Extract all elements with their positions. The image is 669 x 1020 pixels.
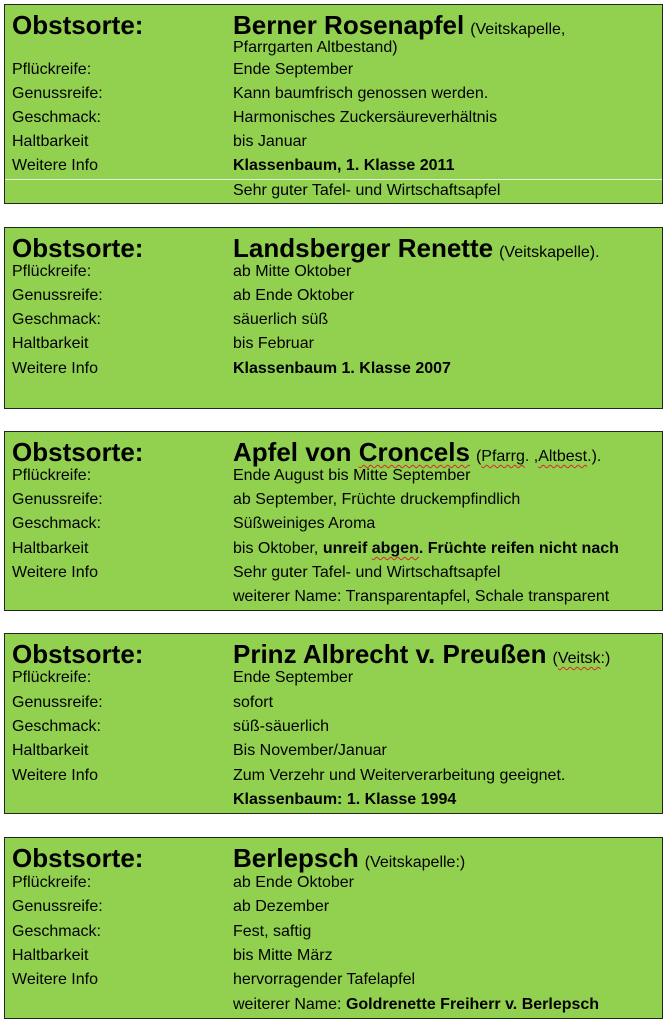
variety-card-berlepsch xyxy=(4,837,663,1019)
variety-name-text-flagged: Croncels xyxy=(358,437,470,467)
variety-card-apfel-von-croncels xyxy=(4,431,663,611)
geschmack-label: Geschmack: xyxy=(12,109,101,126)
geschmack-label: Geschmack: xyxy=(12,923,101,940)
genussreife-label: Genussreife: xyxy=(12,491,103,508)
pflueckreife-label: Pflückreife: xyxy=(12,874,92,891)
pflueckreife-label: Pflückreife: xyxy=(12,263,92,280)
row-genussreife xyxy=(5,692,662,716)
genussreife-label: Genussreife: xyxy=(12,694,103,711)
variety-name-text: Prinz Albrecht v. Preußen xyxy=(233,639,547,669)
genussreife-label: Genussreife: xyxy=(12,85,103,102)
weitere-info-value: Klassenbaum, 1. Klasse 2011 xyxy=(233,157,455,174)
variety-name-text: Landsberger Renette xyxy=(233,233,494,263)
variety-card-prinz-albrecht xyxy=(4,633,663,814)
row-pflueckreife xyxy=(5,872,662,896)
genussreife-value: ab September, Früchte druckempfindlich xyxy=(233,491,521,508)
geschmack-value: Harmonisches Zuckersäureverhältnis xyxy=(233,109,498,126)
row-haltbarkeit xyxy=(5,131,662,155)
note-part: . , xyxy=(524,448,539,465)
haltbarkeit-label: Haltbarkeit xyxy=(12,742,89,759)
weitere-info-value: Klassenbaum 1. Klasse 2007 xyxy=(233,360,451,377)
variety-name xyxy=(233,437,601,468)
extra-value: weiterer Name: Transparentapfel, Schale transparent xyxy=(233,588,610,605)
geschmack-value: Süßweiniges Aroma xyxy=(233,515,376,532)
haltbarkeit-part-bold: . Früchte reifen nicht nach xyxy=(418,540,619,557)
card-header xyxy=(5,432,662,467)
note-part: .). xyxy=(587,448,602,465)
card-header xyxy=(5,228,662,263)
variety-location-note-cont: Pfarrgarten Altbestand) xyxy=(233,39,398,56)
row-haltbarkeit xyxy=(5,333,662,357)
haltbarkeit-value xyxy=(233,540,619,558)
pflueckreife-label: Pflückreife: xyxy=(12,467,92,484)
weitere-info-label: Weitere Info xyxy=(12,971,98,988)
note-part: ( xyxy=(552,650,558,667)
variety-name-text: Apfel von xyxy=(233,437,352,467)
weitere-info-label: Weitere Info xyxy=(12,767,98,784)
row-extra xyxy=(5,789,662,813)
row-extra xyxy=(5,180,662,204)
row-weitere-info xyxy=(5,765,662,789)
haltbarkeit-value: bis Mitte März xyxy=(233,947,333,964)
row-genussreife xyxy=(5,896,662,920)
weitere-info-label: Weitere Info xyxy=(12,564,98,581)
note-part-flagged: Pfarrg xyxy=(481,448,525,465)
weitere-info-label: Weitere Info xyxy=(12,360,98,377)
obstsorte-label: Obstsorte: xyxy=(12,843,144,873)
genussreife-value: ab Ende Oktober xyxy=(233,287,354,304)
variety-location-note xyxy=(476,448,601,465)
variety-location-note: (Veitskapelle). xyxy=(499,244,600,261)
variety-location-note: (Veitskapelle:) xyxy=(364,854,466,871)
row-geschmack xyxy=(5,107,662,131)
card-header xyxy=(5,838,662,873)
haltbarkeit-value: bis Februar xyxy=(233,335,314,352)
pflueckreife-value: Ende September xyxy=(233,61,354,78)
haltbarkeit-part: bis Oktober, xyxy=(233,540,319,557)
row-extra xyxy=(5,586,662,610)
extra-value: Sehr guter Tafel- und Wirtschaftsapfel xyxy=(233,182,501,199)
extra-part: weiterer Name: xyxy=(233,996,342,1013)
haltbarkeit-label: Haltbarkeit xyxy=(12,947,89,964)
geschmack-label: Geschmack: xyxy=(12,718,101,735)
pflueckreife-value: ab Mitte Oktober xyxy=(233,263,352,280)
geschmack-label: Geschmack: xyxy=(12,311,101,328)
haltbarkeit-label: Haltbarkeit xyxy=(12,335,89,352)
variety-location-note: (Veitskapelle, xyxy=(470,21,566,38)
genussreife-value: ab Dezember xyxy=(233,898,330,915)
row-haltbarkeit xyxy=(5,945,662,969)
note-part: :) xyxy=(600,650,611,667)
obstsorte-label: Obstsorte: xyxy=(12,10,144,40)
haltbarkeit-value: Bis November/Januar xyxy=(233,742,387,759)
variety-card-landsberger-renette xyxy=(4,227,663,409)
row-geschmack xyxy=(5,716,662,740)
row-haltbarkeit xyxy=(5,740,662,764)
variety-name xyxy=(233,10,565,41)
row-pflueckreife xyxy=(5,465,662,489)
row-weitere-info xyxy=(5,969,662,993)
row-weitere-info xyxy=(5,358,662,382)
note-part-flagged: Veitsk xyxy=(557,650,601,667)
weitere-info-value: Zum Verzehr und Weiterverarbeitung geeignet. xyxy=(233,767,566,784)
card-header xyxy=(5,5,662,40)
row-pflueckreife xyxy=(5,667,662,691)
variety-name xyxy=(233,843,465,874)
variety-name-text: Berlepsch xyxy=(233,843,359,873)
haltbarkeit-label: Haltbarkeit xyxy=(12,540,89,557)
pflueckreife-label: Pflückreife: xyxy=(12,61,92,78)
obstsorte-label: Obstsorte: xyxy=(12,639,144,669)
geschmack-value: süß-säuerlich xyxy=(233,718,330,735)
variety-name-text: Berner Rosenapfel xyxy=(233,10,465,40)
variety-name xyxy=(233,233,600,264)
haltbarkeit-value: bis Januar xyxy=(233,133,307,150)
row-weitere-info xyxy=(5,155,662,179)
row-geschmack xyxy=(5,309,662,333)
genussreife-label: Genussreife: xyxy=(12,287,103,304)
extra-value xyxy=(233,996,599,1014)
pflueckreife-value: Ende September xyxy=(233,669,354,686)
row-weitere-info xyxy=(5,562,662,586)
weitere-info-value: Sehr guter Tafel- und Wirtschaftsapfel xyxy=(233,564,501,581)
variety-card-berner-rosenapfel xyxy=(4,4,663,204)
pflueckreife-value: Ende August bis Mitte September xyxy=(233,467,471,484)
row-genussreife xyxy=(5,285,662,309)
row-genussreife xyxy=(5,83,662,107)
geschmack-value: säuerlich süß xyxy=(233,311,329,328)
geschmack-value: Fest, saftig xyxy=(233,923,312,940)
row-pflueckreife xyxy=(5,59,662,83)
genussreife-value: sofort xyxy=(233,694,274,711)
card-header xyxy=(5,634,662,669)
haltbarkeit-part-bold-flagged: abgen xyxy=(371,540,419,557)
extra-part-bold: Goldrenette Freiherr v. Berlepsch xyxy=(345,996,600,1013)
note-part-flagged: Altbest xyxy=(538,448,588,465)
variety-location-note xyxy=(553,650,611,667)
variety-name xyxy=(233,639,610,670)
row-genussreife xyxy=(5,489,662,513)
row-geschmack xyxy=(5,513,662,537)
obstsorte-label: Obstsorte: xyxy=(12,233,144,263)
genussreife-value: Kann baumfrisch genossen werden. xyxy=(233,85,489,102)
row-extra xyxy=(5,994,662,1018)
extra-value: Klassenbaum: 1. Klasse 1994 xyxy=(233,791,457,808)
note-part: ( xyxy=(475,448,482,465)
haltbarkeit-part-bold: unreif xyxy=(322,540,368,557)
row-haltbarkeit xyxy=(5,538,662,562)
obstsorte-label: Obstsorte: xyxy=(12,437,144,467)
weitere-info-value: hervorragender Tafelapfel xyxy=(233,971,416,988)
haltbarkeit-label: Haltbarkeit xyxy=(12,133,89,150)
genussreife-label: Genussreife: xyxy=(12,898,103,915)
pflueckreife-value: ab Ende Oktober xyxy=(233,874,354,891)
geschmack-label: Geschmack: xyxy=(12,515,101,532)
pflueckreife-label: Pflückreife: xyxy=(12,669,92,686)
weitere-info-label: Weitere Info xyxy=(12,157,98,174)
row-geschmack xyxy=(5,921,662,945)
row-pflueckreife xyxy=(5,261,662,285)
